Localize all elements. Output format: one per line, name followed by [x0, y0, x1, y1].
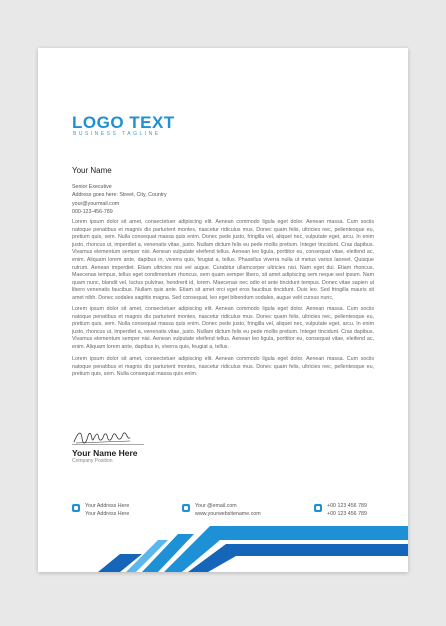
body-paragraph-3: Lorem ipsum dolor sit amet, consectetuer adipiscing elit. Aenean commodo ligula eget dolor. Aenean massa. Cum sociis natoque penatibus et magnis dis parturient montes, nascetur ridiculus mus. Donec quam felis, ultricies nec, pellentesque eu, pretium quis, sem. Nulla consequat massa quis enim. [72, 356, 374, 378]
body-paragraph-2: Lorem ipsum dolor sit amet, consectetuer adipiscing elit. Aenean commodo ligula eget dolor. Aenean massa. Cum sociis natoque penatibus et magnis dis parturient montes, nascetur ridiculus mus. Donec quam felis, ultricies nec, pellentesque eu, pretium quis, sem. Nulla consequat massa quis enim. Donec pede justo, fringilla vel, aliquet nec, vulputate eget, arcu. In enim justo, rhoncus ut, imperdiet a, venenatis vitae, justo. Nullam dictum felis eu pede mollis pretium. Integer tincidunt. Cras dapibus. Vivamus elementum semper nisi. Aenean vulputate eleifend tellus. Aenean leo ligula, porttitor eu, consequat vitae, eleifend ac, enim. Aliquam lorem ante, dapibus in, viverra quis, feugiat a, tellus. [72, 306, 374, 350]
sender-address: Address goes here: Street, City, Country [72, 192, 167, 199]
footer-website: www.yourwebsitename.com [195, 510, 261, 517]
signatory-position: Company Position [72, 458, 113, 464]
footer-address-line-1: Your Address Here [85, 503, 130, 509]
body-paragraph-1: Lorem ipsum dolor sit amet, consectetuer adipiscing elit. Aenean commodo ligula eget dolor. Aenean massa. Cum sociis natoque penatibus et magnis dis parturient montes, nascetur ridiculus mus. Donec quam felis, ultricies nec, pellentesque eu, pretium quis, sem. Nulla consequat massa quis enim. Donec pede justo, fringilla vel, aliquet nec, vulputate eget, arcu. In enim justo, rhoncus ut, imperdiet a, venenatis vitae, justo. Nullam dictum felis eu pede mollis pretium. Integer tincidunt. Cras dapibus. Vivamus elementum semper nisi. Aenean vulputate eleifend tellus. Aenean leo ligula, porttitor eu, consequat vitae, eleifend ac, enim. Aliquam lorem ante, dapibus in, viverra quis, feugiat a, tellus. Phasellus viverra nulla ut metus varius laoreet. Quisque rutrum. Aenean imperdiet. Etiam ultricies nisi vel augue. Curabitur ullamcorper ultricies nisi. Nam eget dui. Etiam rhoncus. Maecenas tempus, tellus eget condimentum rhoncus, sem quam semper libero, sit amet adipiscing sem neque sed ipsum. Nam quam nunc, blandit vel, luctus pulvinar, hendrerit id, lorem. Maecenas nec odio et ante tincidunt tempus. Donec vitae sapien ut libero venenatis faucibus. Nullam quis ante. Etiam sit amet orci eget eros faucibus tincidunt. Duis leo. Sed fringilla mauris sit amet nibh. Donec sodales sagittis magna. Sed consequat, leo eget bibendum sodales, augue velit cursus nunc, [72, 219, 374, 301]
sender-phone: 000-123-456-789 [72, 208, 113, 215]
sender-title: Senior Executive [72, 184, 112, 190]
sender-name: Your Name [72, 166, 112, 175]
footer-phone-2: +00 123 456 789 [327, 510, 367, 517]
signature-line [72, 444, 144, 445]
footer-email: Your @email.com [195, 503, 237, 509]
logo-text: LOGO TEXT [72, 113, 175, 132]
signatory-name: Your Name Here [72, 448, 138, 458]
business-tagline: BUSINESS TAGLINE [73, 131, 161, 137]
sender-contact-block [72, 183, 167, 216]
footer-phone-1: +00 123 456 789 [327, 503, 367, 509]
footer-decoration [38, 510, 408, 572]
footer-address-line-2: Your Address Here [85, 510, 130, 517]
letterhead-page [38, 48, 408, 572]
sender-email: your@yourmail.com [72, 200, 120, 207]
